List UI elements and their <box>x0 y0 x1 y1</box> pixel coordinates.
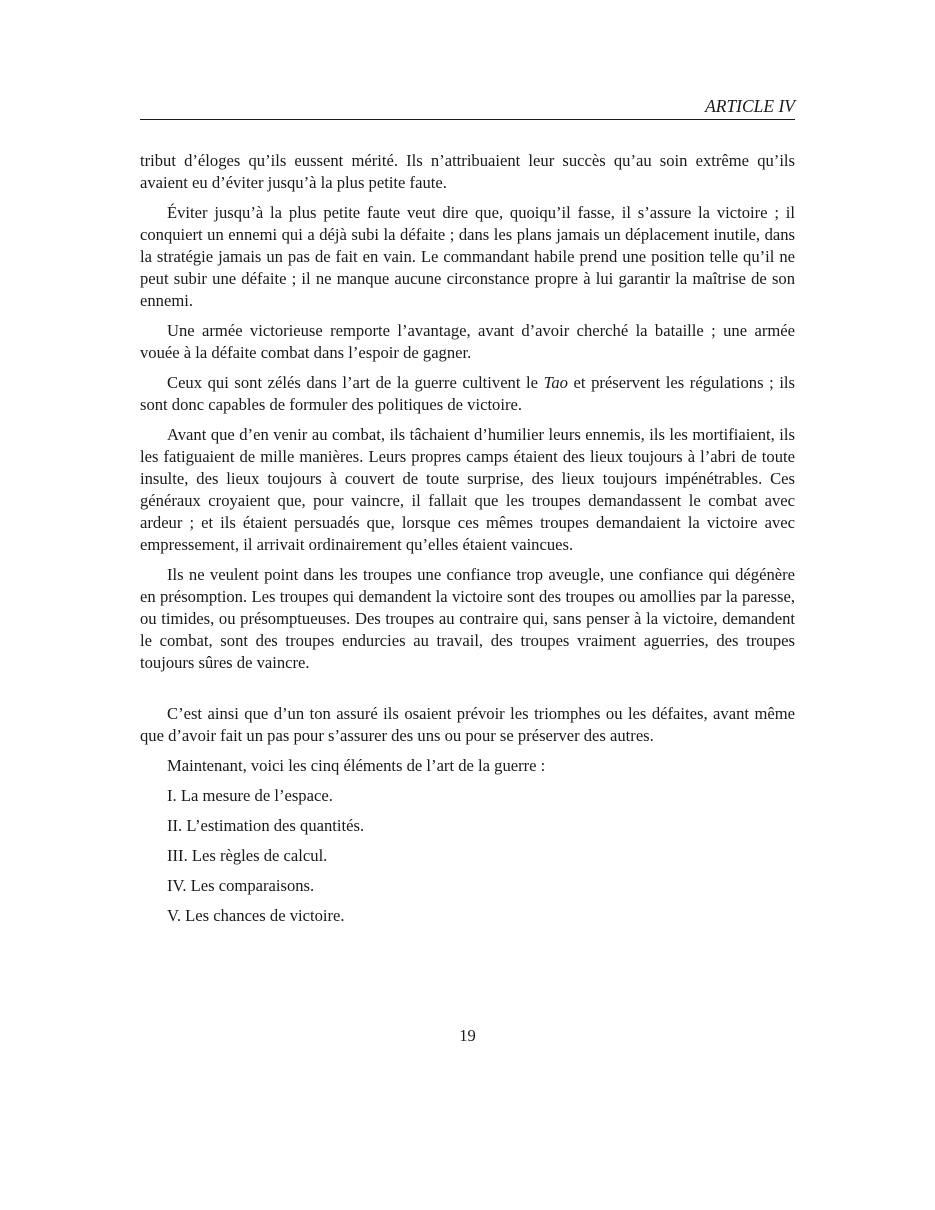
paragraph: Éviter jusqu’à la plus petite faute veut dire que, quoiqu’il fasse, il s’assure la victoire ; il conquiert un ennemi qui a déjà subi la défaite ; dans les plans jamais un déplacement inutile, dans la stratégie jamais un pas de fait en vain. Le commandant habile prend une position telle qu’il ne peut subir une défaite ; il ne manque aucune circonstance propre à lui garantir la maîtrise de son ennemi. <box>140 203 795 310</box>
paragraph: tribut d’éloges qu’ils eussent mérité. Ils n’attribuaient leur succès qu’au soin extrême qu’ils avaient eu d’éviter jusqu’à la plus petite faute. <box>140 151 795 192</box>
page-number: 19 <box>459 1026 476 1045</box>
paragraph: Ils ne veulent point dans les troupes une confiance trop aveugle, une confiance qui dégénère en présomption. Les troupes qui demandent la victoire sont des troupes ou amollies par la paresse, ou timides, ou présomptueuses. Des troupes au contraire qui, sans penser à la victoire, demandent le combat, sont des troupes endurcies au travail, des troupes vraiment aguerries, des troupes toujours sûres de vaincre. <box>140 565 795 672</box>
paragraph-text: Ceux qui sont zélés dans l’art de la guerre cultivent le <box>167 373 544 392</box>
list-item: I. La mesure de l’espace. <box>167 786 333 805</box>
list-item: V. Les chances de victoire. <box>167 906 345 925</box>
list-item: IV. Les comparaisons. <box>167 876 315 895</box>
paragraph-tao <box>140 372 795 416</box>
list-item: III. Les règles de calcul. <box>167 846 328 865</box>
paragraph: Avant que d’en venir au combat, ils tâchaient d’humilier leurs ennemis, ils les mortifiaient, ils les fatiguaient de mille manières. Leurs propres camps étaient des lieux toujours à l’abri de toute insulte, des lieux toujours à couvert de toute surprise, des lieux toujours impénétrables. Ces généraux croyaient que, pour vaincre, il fallait que les troupes demandassent le combat avec ardeur ; et ils étaient persuadés que, lorsque ces mêmes troupes demandaient la victoire avec empressement, il arrivait ordinairement qu’elles étaient vaincues. <box>140 425 795 554</box>
paragraph: C’est ainsi que d’un ton assuré ils osaient prévoir les triomphes ou les défaites, avant même que d’avoir fait un pas pour s’assurer des uns ou pour se préserver des autres. <box>140 704 795 745</box>
body-text <box>140 150 795 935</box>
running-header: ARTICLE IV <box>705 96 795 116</box>
header-rule <box>140 119 795 120</box>
emphasis-tao: Tao <box>543 373 568 392</box>
paragraph: Une armée victorieuse remporte l’avantage, avant d’avoir cherché la bataille ; une armée vouée à la défaite combat dans l’espoir de gagner. <box>140 321 795 362</box>
list-item: II. L’estimation des quantités. <box>167 816 365 835</box>
paragraph-text: et préservent les régulations ; ils sont donc capables de formuler des politiques de victoire. <box>140 373 795 414</box>
paragraph-list-intro: Maintenant, voici les cinq éléments de l’art de la guerre : <box>167 756 546 775</box>
